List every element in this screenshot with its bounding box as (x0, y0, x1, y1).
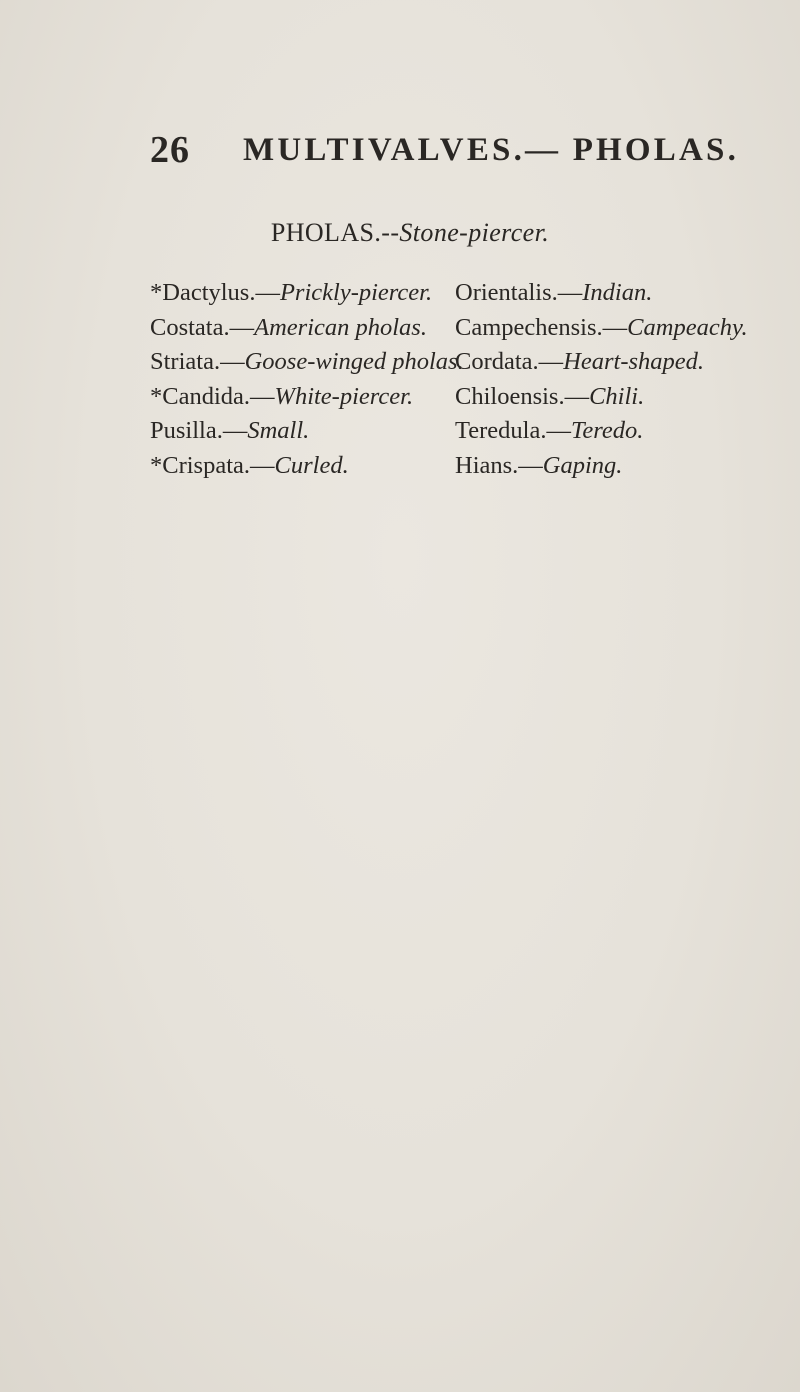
page-number: 26 (150, 129, 190, 171)
species-common-name: Chili. (589, 382, 645, 410)
species-common-name: White-piercer. (274, 382, 414, 410)
species-name: Chiloensis.— (455, 382, 590, 410)
species-common-name: Curled. (274, 451, 349, 479)
species-entry (455, 380, 795, 415)
species-entry (150, 380, 450, 415)
species-entry (150, 311, 450, 346)
species-name: *Crispata.— (150, 451, 275, 479)
species-entry (455, 414, 795, 449)
running-title: MULTIVALVES.— PHOLAS. (243, 132, 740, 168)
species-entry (455, 311, 795, 346)
species-name: Campechensis.— (455, 313, 628, 341)
species-common-name: American pholas. (254, 313, 427, 341)
species-entry (150, 449, 450, 484)
species-common-name: Prickly-piercer. (279, 279, 433, 306)
species-name: Striata.— (150, 348, 245, 375)
species-common-name: Teredo. (570, 417, 644, 444)
species-common-name: Heart-shaped. (563, 348, 705, 375)
species-name: Cordata.— (455, 348, 564, 375)
species-common-name: Small. (247, 417, 310, 444)
species-entry (455, 449, 795, 484)
species-name: Orientalis.— (455, 279, 583, 306)
species-name: *Candida.— (150, 382, 275, 410)
species-common-name: Gaping. (542, 451, 623, 479)
running-head (0, 128, 800, 171)
species-name: Costata.— (150, 313, 255, 341)
species-name: *Dactylus.— (150, 279, 280, 306)
species-entry (150, 276, 450, 311)
species-entry (150, 345, 464, 380)
species-common-name: Goose-winged pholas. (244, 348, 464, 375)
species-name: Pusilla.— (150, 417, 248, 444)
section-title (0, 218, 800, 248)
section-genus: PHOLAS.-- (270, 218, 400, 247)
species-name: Hians.— (455, 451, 543, 479)
species-common-name: Indian. (582, 279, 653, 306)
right-column (455, 276, 795, 483)
species-name: Teredula.— (455, 417, 571, 444)
species-common-name: Campeachy. (627, 313, 748, 341)
species-entry (455, 276, 795, 311)
section-common-name: Stone-piercer. (399, 218, 550, 247)
left-column (150, 276, 464, 483)
species-entry (150, 414, 450, 449)
species-entry (455, 345, 795, 380)
